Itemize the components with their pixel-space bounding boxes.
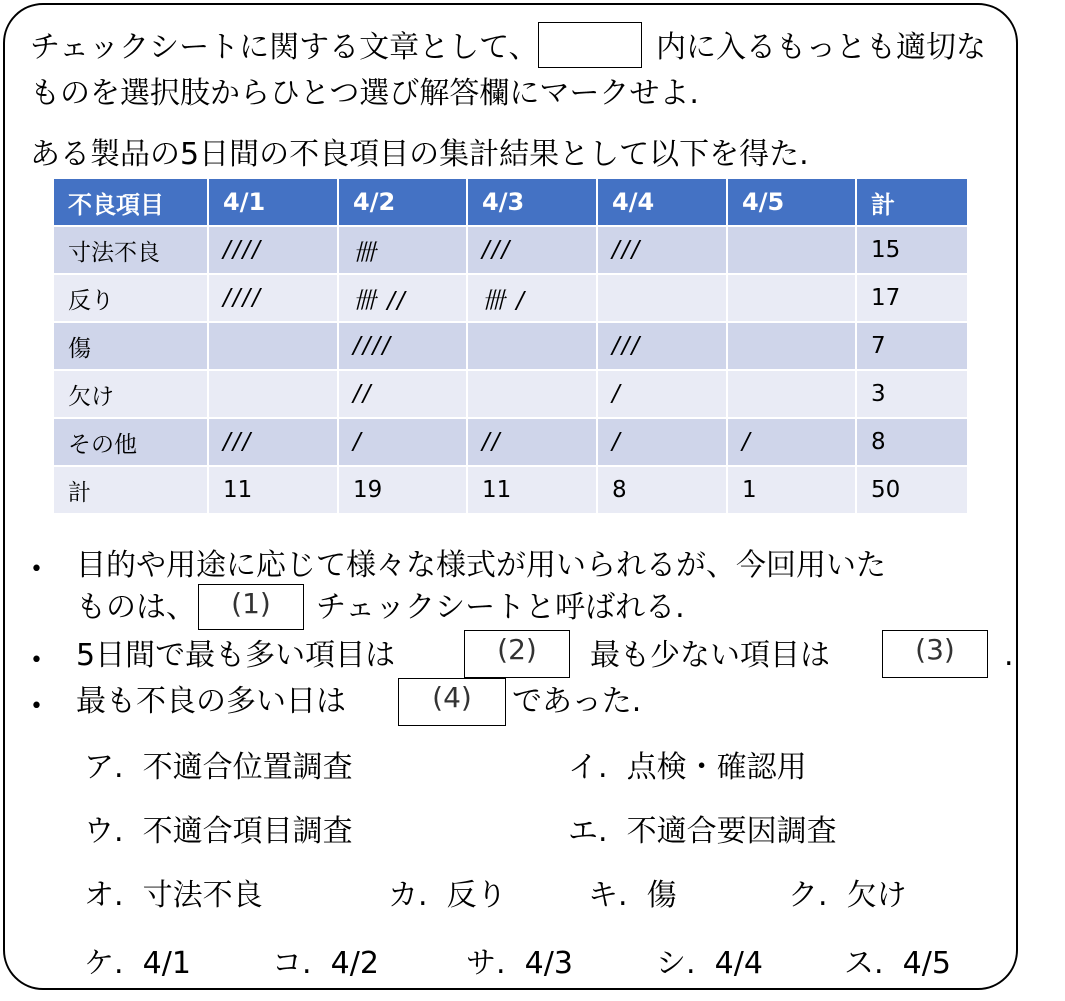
- statement-2-end: .: [1004, 638, 1014, 673]
- table-row: [54, 371, 969, 419]
- header-day-1: 4/1: [209, 179, 339, 227]
- header-day-2: 4/2: [339, 179, 468, 227]
- tally-cell: ///: [209, 419, 339, 467]
- option-text: 寸法不良: [142, 878, 263, 913]
- tally-cell: ////: [209, 275, 339, 323]
- total-value: 11: [209, 467, 339, 515]
- option-su: [844, 938, 951, 982]
- tally-cell: ////: [339, 323, 468, 371]
- tally-cell: [468, 323, 598, 371]
- tally-cell: /: [339, 419, 468, 467]
- row-item: 反り: [54, 275, 209, 323]
- statement-2b: 最も少ない項目は: [590, 638, 830, 673]
- tally-cell: [728, 371, 857, 419]
- option-ku: [788, 870, 907, 914]
- tally-cell: ///: [598, 323, 728, 371]
- option-o: [84, 870, 263, 914]
- tally-cell: ////: [209, 227, 339, 275]
- option-key: イ.: [568, 750, 608, 785]
- option-text: 不適合位置調査: [142, 750, 353, 785]
- header-day-3: 4/3: [468, 179, 598, 227]
- option-key: ク.: [788, 878, 828, 913]
- tally-cell: [728, 275, 857, 323]
- tally-cell: 卌: [339, 227, 468, 275]
- intro-text-b: 内に入るもっとも適切な: [656, 30, 986, 65]
- blank-3: (3): [882, 630, 988, 678]
- option-key: コ.: [272, 946, 312, 981]
- option-shi: [656, 938, 763, 982]
- check-sheet-table: [54, 179, 969, 515]
- tally-cell: [468, 371, 598, 419]
- option-i: [568, 742, 807, 786]
- option-key: キ.: [588, 878, 628, 913]
- blank-4: (4): [398, 678, 506, 726]
- row-total: 3: [857, 371, 969, 419]
- total-value: 11: [468, 467, 598, 515]
- table-row: [54, 227, 969, 275]
- total-label: 計: [54, 467, 209, 515]
- option-u: [84, 806, 353, 850]
- option-ke: [84, 938, 191, 982]
- intro-line-1: [30, 30, 539, 66]
- total-value: 8: [598, 467, 728, 515]
- option-key: ス.: [844, 946, 884, 981]
- header-day-5: 4/5: [728, 179, 857, 227]
- option-sa: [466, 938, 573, 982]
- header-day-4: 4/4: [598, 179, 728, 227]
- bullet-1: •: [30, 557, 43, 582]
- intro-text-a: チェックシートに関する文章として、: [30, 30, 539, 65]
- option-key: シ.: [656, 946, 696, 981]
- option-text: 反り: [446, 878, 507, 913]
- row-item: 欠け: [54, 371, 209, 419]
- tally-cell: ///: [468, 227, 598, 275]
- bullet-3: •: [30, 694, 43, 719]
- row-total: 17: [857, 275, 969, 323]
- option-key: ア.: [84, 750, 124, 785]
- tally-cell: //: [468, 419, 598, 467]
- option-text: 4/5: [902, 946, 951, 981]
- statement-3a: 最も不良の多い日は: [76, 684, 346, 719]
- option-ki: [588, 870, 677, 914]
- total-value: 50: [857, 467, 969, 515]
- row-total: 8: [857, 419, 969, 467]
- statement-1-line-2b: チェックシートと呼ばれる.: [316, 590, 685, 625]
- tally-cell: //: [339, 371, 468, 419]
- option-text: 4/4: [714, 946, 763, 981]
- total-value: 19: [339, 467, 468, 515]
- intro-blank-box: [538, 22, 642, 68]
- option-key: サ.: [466, 946, 506, 981]
- total-value: 1: [728, 467, 857, 515]
- option-key: オ.: [84, 878, 124, 913]
- tally-cell: [209, 371, 339, 419]
- option-text: 点検・確認用: [626, 750, 807, 785]
- option-e: [568, 806, 837, 850]
- tally-cell: /: [598, 371, 728, 419]
- header-total: 計: [857, 179, 969, 227]
- table-row: [54, 419, 969, 467]
- intro-line-2: ものを選択肢からひとつ選び解答欄にマークせよ.: [30, 76, 699, 111]
- option-key: エ.: [568, 814, 608, 849]
- row-total: 15: [857, 227, 969, 275]
- data-intro: ある製品の5日間の不良項目の集計結果として以下を得た.: [30, 137, 809, 172]
- statement-1-line-2a: ものは、: [76, 590, 196, 625]
- option-ka: [388, 870, 507, 914]
- option-text: 傷: [646, 878, 677, 913]
- table-header-row: [54, 179, 969, 227]
- option-text: 不適合要因調査: [626, 814, 837, 849]
- option-ko: [272, 938, 379, 982]
- option-text: 欠け: [846, 878, 907, 913]
- option-text: 4/1: [142, 946, 191, 981]
- option-text: 4/3: [524, 946, 573, 981]
- tally-cell: 卌 //: [339, 275, 468, 323]
- option-a: [84, 742, 353, 786]
- option-text: 不適合項目調査: [142, 814, 353, 849]
- statement-1-line-1: 目的や用途に応じて様々な様式が用いられるが、今回用いた: [76, 548, 886, 583]
- table-row: [54, 275, 969, 323]
- blank-2: (2): [464, 630, 570, 678]
- statement-2a: 5日間で最も多い項目は: [76, 638, 396, 673]
- option-text: 4/2: [330, 946, 379, 981]
- option-key: カ.: [388, 878, 428, 913]
- header-item: 不良項目: [54, 179, 209, 227]
- tally-cell: [728, 227, 857, 275]
- tally-cell: [728, 323, 857, 371]
- table-total-row: [54, 467, 969, 515]
- statement-3b: であった.: [512, 684, 642, 719]
- option-key: ケ.: [84, 946, 124, 981]
- tally-cell: 卌 /: [468, 275, 598, 323]
- tally-cell: /: [728, 419, 857, 467]
- row-item: 寸法不良: [54, 227, 209, 275]
- tally-cell: ///: [598, 227, 728, 275]
- table-row: [54, 323, 969, 371]
- option-key: ウ.: [84, 814, 124, 849]
- bullet-2: •: [30, 648, 43, 673]
- tally-cell: [209, 323, 339, 371]
- blank-1: (1): [198, 584, 304, 630]
- row-total: 7: [857, 323, 969, 371]
- row-item: 傷: [54, 323, 209, 371]
- tally-cell: [598, 275, 728, 323]
- tally-cell: /: [598, 419, 728, 467]
- row-item: その他: [54, 419, 209, 467]
